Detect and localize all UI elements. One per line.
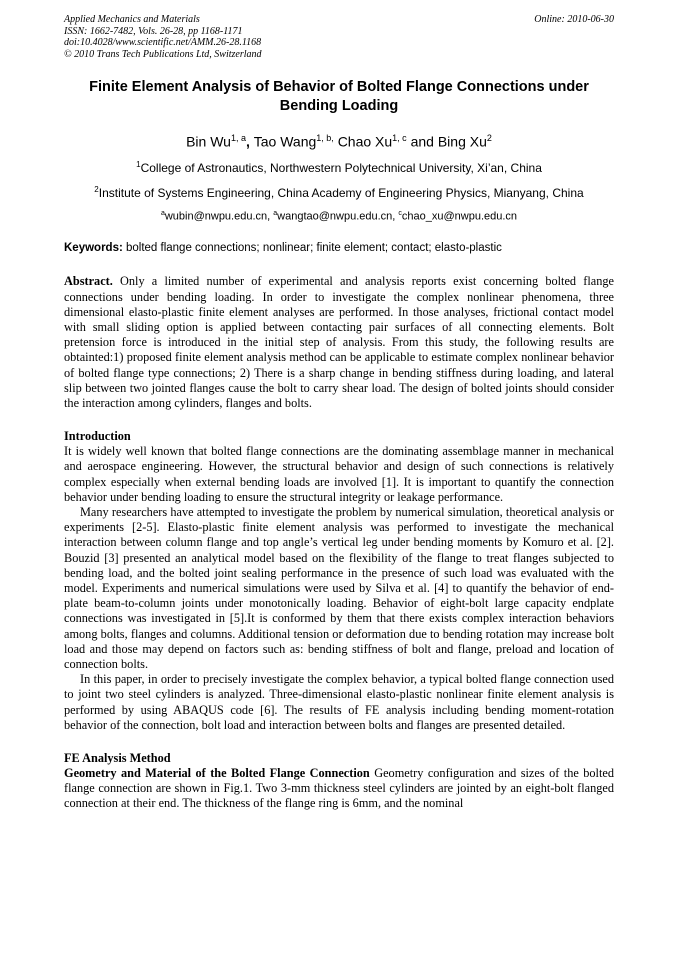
subsection-label: Geometry and Material of the Bolted Flange Connection [64,766,370,780]
abstract-label: Abstract. [64,274,113,289]
email-mark: c [398,209,402,217]
affiliation-text: Institute of Systems Engineering, China Academy of Engineering Physics, Mianyang, China [98,185,584,200]
intro-paragraph-3: In this paper, in order to precisely investigate the complex behavior, a typical bolted flange connection used to joint two steel cylinders is analyzed. Three-dimensional elasto-plastic nonlinear finite element analysis is performed by using ABAQUS code [6]. The results of FE analysis including bending moment-rotation behavior of the connection, bolt load and interaction between bolts and flanges are presented detailed. [64,672,614,732]
email-address[interactable]: wangtao@nwpu.edu.cn, [277,210,399,223]
paper-title: Finite Element Analysis of Behavior of Bolted Flange Connections under Bending Loading [89,79,589,114]
author-name: Chao Xu [337,133,393,150]
affiliation-text: College of Astronautics, Northwestern Polytechnical University, Xi’an, China [140,160,542,175]
intro-paragraph-1: It is widely well known that bolted flange connections are the dominating assemblage manner in mechanical and aerospace engineering. However, the structural behavior and design of such connections is relatively complex especially when external bending loads are involved [1]. It is important to quantify the connection behavior under bending loading to ensure the structural integrity or leakage performance. [64,444,614,504]
email-address[interactable]: wubin@nwpu.edu.cn, [164,210,274,223]
fe-method-paragraph [64,766,614,812]
keywords [64,241,614,256]
author-name: Bing Xu [437,133,487,150]
affiliation-mark: 2 [94,184,99,194]
section-heading-fe-method: FE Analysis Method [64,751,171,765]
keywords-text: bolted flange connections; nonlinear; finite element; contact; elasto-plastic [122,242,502,255]
issn-line: ISSN: 1662-7482, Vols. 26-28, pp 1168-1171 [64,25,243,37]
intro-paragraph-2: Many researchers have attempted to investigate the problem by numerical simulation, theoretical analysis or experiments [2-5]. Elasto-plastic finite element analysis was performed to investigate the mechanical interaction between column flange and top angle’s vertical leg under bending moments by Komuro et al. [2]. Bouzid [3] presented an analytical model based on the flexibility of the flange to treat flanges subjected to bending load, and the bolted joint sealing performance in the presence of such load was evaluated with the model. Experiments and numerical simulations were used by Silva et al. [4] to quantify the behavior of end-plate beam-to-column joints under monotonically loading. Behavior of eight-bolt large capacity endplate connections was investigated in [5].It is conformed by them that there exists complex interaction behaviors among bolts, flanges and columns. Additional tension or deformation due to bending rotation may increase bolt load and those may depend on factors such as: bending stiffness of bolt and flange, preload and location of connection bolts. [64,504,614,671]
doi-line: doi:10.4028/www.scientific.net/AMM.26-28.1168 [64,37,262,48]
email-mark: a [160,209,165,217]
author-affiliation-mark: 1, b, [316,133,334,143]
author-name: Bin Wu [186,133,231,150]
copyright-line: © 2010 Trans Tech Publications Ltd, Switzerland [64,48,262,60]
abstract-text: Only a limited number of experimental and analysis reports exist concerning bolted flange connections under bending loading. In order to investigate the complex nonlinear phenomena, three dimensional elasto-plastic finite element analyses are performed. In those analyses, frictional contact model with small sliding option is applied between contacting pair surfaces of all connecting elements. Bolt pretension force is introduced in the initial step of analysis. From this study, the following results are obtainted:1) proposed finite element analysis method can be applicable to estimate complex nonlinear behavior of bolted flange type connections; 2) There is a sharp change in bending stiffness during loading, and lateral slip between two jointed flanges cause the bolt to carry shear load. The design of bolted joints should consider the interaction among cylinders, flanges and bolts. [64,274,614,410]
affiliation-mark: 1 [136,159,141,169]
online-date: Online: 2010-06-30 [534,14,614,25]
email-mark: a [273,209,278,217]
fe-method-text: Geometry configuration and sizes of the bolted flange connection are shown in Fig.1. Two 3-mm thickness steel cylinders are jointed by an eight-bolt flanged connection at their end. The thickness of the flange ring is 6mm, and the nominal [64,766,614,811]
author-separator: and [406,133,438,150]
email-list [64,207,614,224]
author-affiliation-mark: 2 [486,133,492,143]
journal-header [64,14,614,60]
affiliation-1 [64,157,614,176]
keywords-label: Keywords: [64,242,123,255]
journal-name: Applied Mechanics and Materials [64,14,200,25]
author-list [64,129,614,151]
affiliation-2 [64,182,614,201]
paper-page [64,14,614,812]
section-heading-introduction: Introduction [64,429,131,444]
author-affiliation-mark: 1, c [392,133,407,143]
email-address[interactable]: chao_xu@nwpu.edu.cn [401,210,518,223]
abstract [64,274,614,411]
author-separator: , [245,133,254,150]
author-name: Tao Wang [253,133,317,150]
author-affiliation-mark: 1, a [230,133,246,143]
